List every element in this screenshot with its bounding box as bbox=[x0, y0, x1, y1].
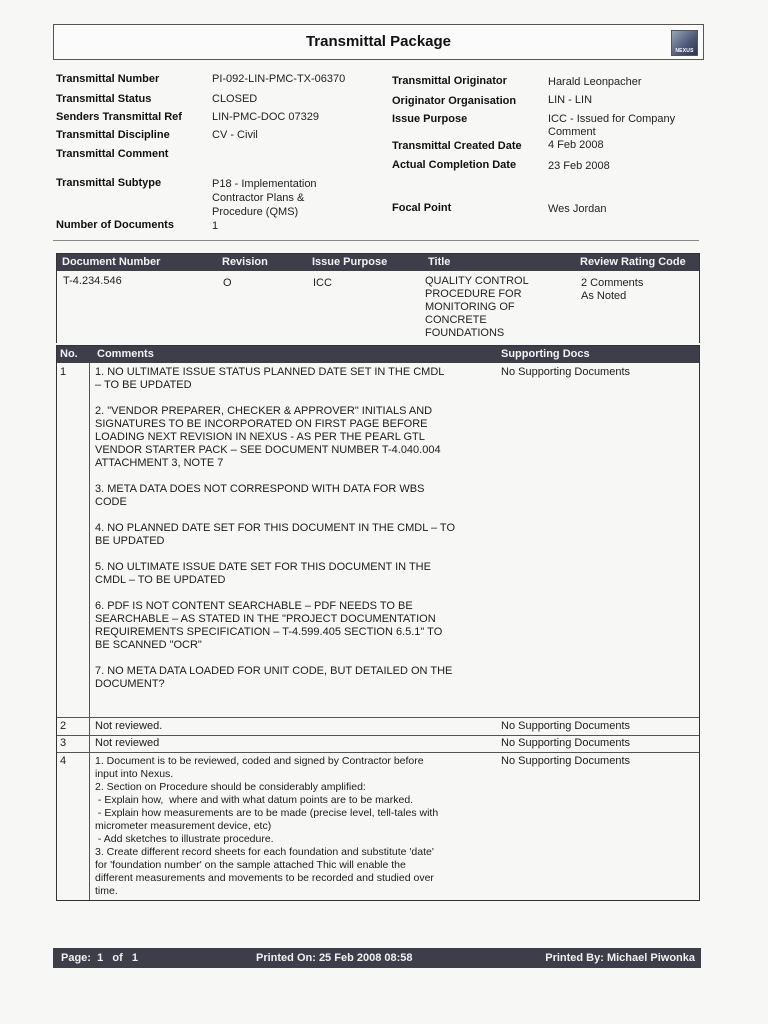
transmittal-number-label: Transmittal Number bbox=[56, 73, 160, 85]
comment-5-line: CMDL – TO BE UPDATED bbox=[95, 574, 226, 586]
col-comments: Comments bbox=[97, 348, 154, 360]
row-divider bbox=[57, 752, 699, 753]
comment-6 bbox=[95, 600, 500, 652]
row-4-line: for 'foundation number' on the sample attached Thic will enable the bbox=[95, 859, 406, 871]
col-no: No. bbox=[60, 348, 78, 360]
row-2-comment: Not reviewed. bbox=[95, 720, 163, 732]
col-doc-number: Document Number bbox=[62, 256, 161, 268]
comments-table bbox=[56, 345, 700, 901]
comment-4-line: 4. NO PLANNED DATE SET FOR THIS DOCUMENT IN THE CMDL – TO bbox=[95, 522, 456, 534]
col-title: Title bbox=[428, 256, 451, 268]
col-issue-purpose: Issue Purpose bbox=[312, 256, 388, 268]
title-cell-1: QUALITY CONTROL bbox=[425, 275, 529, 287]
row-2-supporting-docs: No Supporting Documents bbox=[501, 720, 631, 732]
review-rating-cell-1: 2 Comments bbox=[581, 277, 644, 289]
row-divider bbox=[57, 717, 699, 718]
issue-purpose-value-1: ICC - Issued for Company bbox=[548, 113, 676, 125]
comment-2 bbox=[95, 405, 500, 470]
comment-6-line: 6. PDF IS NOT CONTENT SEARCHABLE – PDF NEEDS TO BE bbox=[95, 600, 413, 612]
row-1-supporting-docs: No Supporting Documents bbox=[501, 366, 631, 378]
comment-6-line: BE SCANNED "OCR" bbox=[95, 639, 202, 651]
row-2-number: 2 bbox=[60, 720, 67, 732]
document-table-header bbox=[57, 254, 699, 271]
row-3-supporting-docs: No Supporting Documents bbox=[501, 737, 631, 749]
title-cell-2: PROCEDURE FOR bbox=[425, 288, 522, 300]
row-3-comment: Not reviewed bbox=[95, 737, 160, 749]
row-4-line: - Explain how measurements are to be made (precise level, tell-tales with bbox=[95, 807, 439, 819]
logo-text: NEXUS bbox=[675, 48, 694, 54]
subtype-value-3: Procedure (QMS) bbox=[212, 206, 299, 218]
document-table bbox=[56, 253, 700, 343]
comment-1-line: – TO BE UPDATED bbox=[95, 379, 192, 391]
issue-purpose-value-2: Comment bbox=[548, 126, 596, 138]
header-divider bbox=[53, 240, 699, 241]
comment-6-line: REQUIREMENTS SPECIFICATION – T-4.599.405 SECTION 6.5.1" TO bbox=[95, 626, 443, 638]
senders-ref-value: LIN-PMC-DOC 07329 bbox=[212, 111, 319, 123]
created-date-value: 4 Feb 2008 bbox=[548, 139, 604, 151]
page-title: Transmittal Package bbox=[305, 33, 452, 50]
page-indicator: Page: 1 of 1 bbox=[61, 952, 139, 964]
title-cell-5: FOUNDATIONS bbox=[425, 327, 505, 339]
page-footer bbox=[53, 948, 701, 968]
row-1-number: 1 bbox=[60, 366, 67, 378]
row-4-line: 3. Create different record sheets for each foundation and substitute 'date' bbox=[95, 846, 434, 858]
row-4-line: micrometer measurement device, etc) bbox=[95, 820, 272, 832]
comment-label: Transmittal Comment bbox=[56, 148, 169, 160]
comment-2-line: ATTACHMENT 3, NOTE 7 bbox=[95, 457, 224, 469]
row-4-supporting-docs: No Supporting Documents bbox=[501, 755, 631, 767]
comment-1 bbox=[95, 366, 500, 392]
orig-org-value: LIN - LIN bbox=[548, 94, 593, 106]
comment-6-line: SEARCHABLE – AS STATED IN THE "PROJECT DOCUMENTATION bbox=[95, 613, 436, 625]
originator-label: Transmittal Originator bbox=[392, 75, 507, 87]
row-4-line: different measurements and movements to be recorded and studied over bbox=[95, 872, 434, 884]
transmittal-status-value: CLOSED bbox=[212, 93, 258, 105]
comment-7 bbox=[95, 665, 500, 691]
discipline-label: Transmittal Discipline bbox=[56, 129, 170, 141]
review-rating-cell-2: As Noted bbox=[581, 290, 627, 302]
col-revision: Revision bbox=[222, 256, 268, 268]
row-4-line: 2. Section on Procedure should be considerably amplified: bbox=[95, 781, 366, 793]
originator-value: Harald Leonpacher bbox=[548, 76, 642, 88]
title-cell-4: CONCRETE bbox=[425, 314, 487, 326]
row-1-comments bbox=[95, 366, 500, 691]
issue-purpose-label: Issue Purpose bbox=[392, 113, 468, 125]
row-4-line: input into Nexus. bbox=[95, 768, 174, 780]
row-4-line: 1. Document is to be reviewed, coded and signed by Contractor before bbox=[95, 755, 424, 767]
comment-7-line: DOCUMENT? bbox=[95, 678, 165, 690]
comment-5-line: 5. NO ULTIMATE ISSUE DATE SET FOR THIS DOCUMENT IN THE bbox=[95, 561, 431, 573]
printed-by: Printed By: Michael Piwonka bbox=[545, 952, 695, 964]
title-bar bbox=[53, 24, 704, 60]
transmittal-number-value: PI-092-LIN-PMC-TX-06370 bbox=[212, 73, 346, 85]
no-column-divider bbox=[89, 363, 90, 900]
focal-point-label: Focal Point bbox=[392, 202, 452, 214]
subtype-value-1: P18 - Implementation bbox=[212, 178, 317, 190]
transmittal-status-label: Transmittal Status bbox=[56, 93, 152, 105]
row-4-line: - Explain how, where and with what datum points are to be marked. bbox=[95, 794, 414, 806]
comment-3-line: CODE bbox=[95, 496, 127, 508]
subtype-label: Transmittal Subtype bbox=[56, 177, 162, 189]
comment-4 bbox=[95, 522, 500, 548]
printed-on: Printed On: 25 Feb 2008 08:58 bbox=[256, 952, 413, 964]
focal-point-value: Wes Jordan bbox=[548, 203, 607, 215]
completion-date-label: Actual Completion Date bbox=[392, 159, 517, 171]
comment-2-line: LOADING NEXT REVISION IN NEXUS - AS PER THE PEARL GTL bbox=[95, 431, 425, 443]
comment-3 bbox=[95, 483, 500, 509]
row-4-line: time. bbox=[95, 885, 118, 897]
completion-date-value: 23 Feb 2008 bbox=[548, 160, 610, 172]
comment-5 bbox=[95, 561, 500, 587]
revision-cell: O bbox=[223, 277, 232, 289]
comment-2-line: SIGNATURES TO BE INCORPORATED ON FIRST PAGE BEFORE bbox=[95, 418, 428, 430]
comment-1-line: 1. NO ULTIMATE ISSUE STATUS PLANNED DATE SET IN THE CMDL bbox=[95, 366, 445, 378]
comment-7-line: 7. NO META DATA LOADED FOR UNIT CODE, BUT DETAILED ON THE bbox=[95, 665, 453, 677]
comment-4-line: BE UPDATED bbox=[95, 535, 165, 547]
nexus-logo bbox=[671, 30, 698, 56]
row-3-number: 3 bbox=[60, 737, 67, 749]
col-supporting-docs: Supporting Docs bbox=[501, 348, 590, 360]
senders-ref-label: Senders Transmittal Ref bbox=[56, 111, 182, 123]
comment-2-line: 2. "VENDOR PREPARER, CHECKER & APPROVER" INITIALS AND bbox=[95, 405, 433, 417]
orig-org-label: Originator Organisation bbox=[392, 95, 517, 107]
issue-purpose-cell: ICC bbox=[313, 277, 332, 289]
col-review-rating: Review Rating Code bbox=[580, 256, 686, 268]
comments-table-header bbox=[57, 346, 699, 363]
row-divider bbox=[57, 735, 699, 736]
num-docs-label: Number of Documents bbox=[56, 219, 174, 231]
row-4-comments bbox=[95, 755, 500, 898]
row-4-number: 4 bbox=[60, 755, 67, 767]
title-cell-3: MONITORING OF bbox=[425, 301, 515, 313]
comment-2-line: VENDOR STARTER PACK – SEE DOCUMENT NUMBER T-4.040.004 bbox=[95, 444, 441, 456]
num-docs-value: 1 bbox=[212, 220, 219, 232]
discipline-value: CV - Civil bbox=[212, 129, 258, 141]
comment-3-line: 3. META DATA DOES NOT CORRESPOND WITH DATA FOR WBS bbox=[95, 483, 425, 495]
created-date-label: Transmittal Created Date bbox=[392, 140, 522, 152]
subtype-value-2: Contractor Plans & bbox=[212, 192, 305, 204]
doc-number-cell: T-4.234.546 bbox=[63, 275, 122, 287]
row-4-line: - Add sketches to illustrate procedure. bbox=[95, 833, 274, 845]
